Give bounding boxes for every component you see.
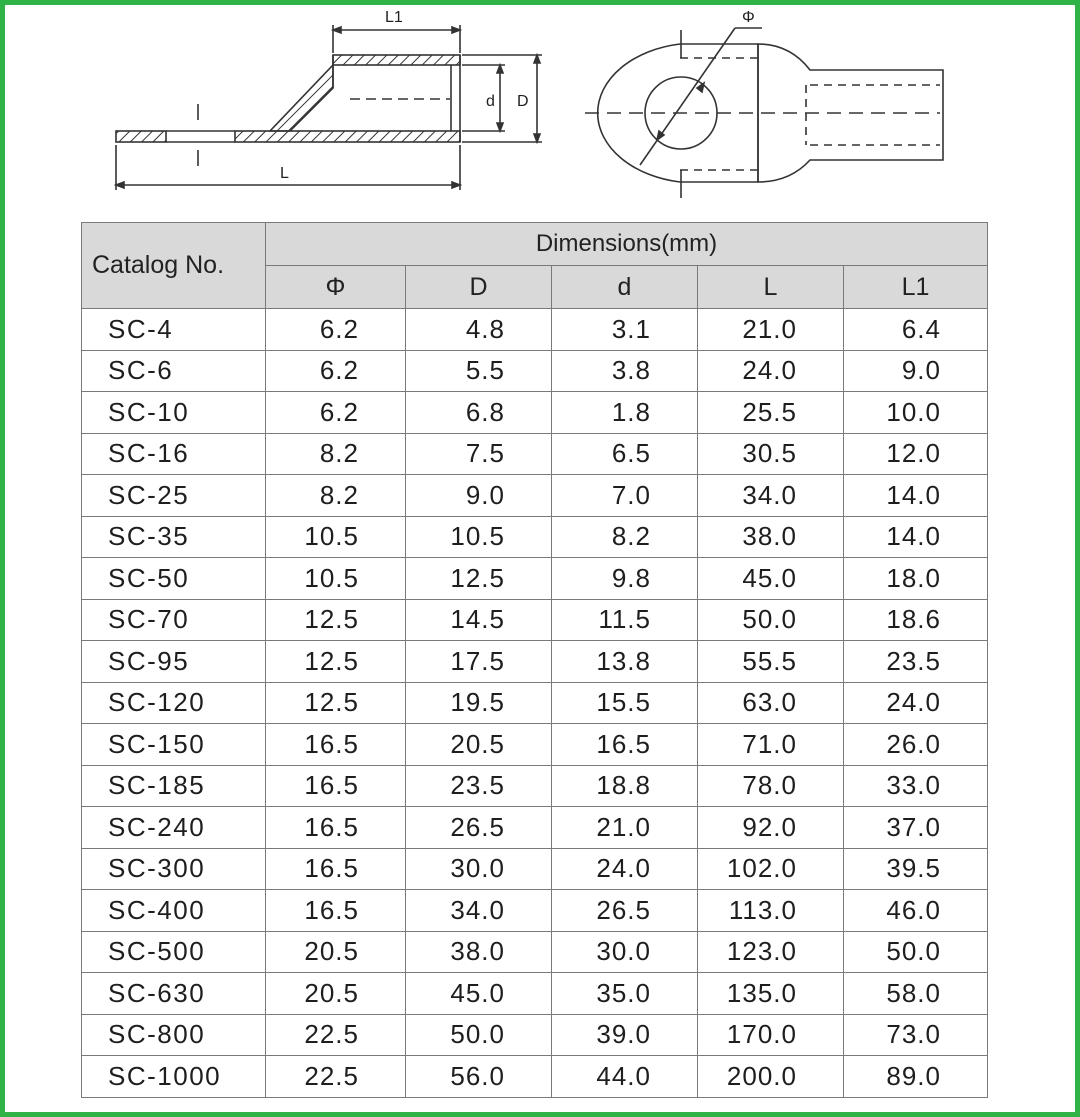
dimension-cell-D: 7.5 bbox=[406, 433, 552, 475]
dimension-cell-L1: 58.0 bbox=[844, 973, 988, 1015]
dimension-cell-phi: 16.5 bbox=[266, 848, 406, 890]
table-row bbox=[82, 807, 988, 849]
dimension-cell-L: 45.0 bbox=[698, 558, 844, 600]
catalog-number-cell: SC-50 bbox=[82, 558, 266, 600]
dimension-cell-D: 5.5 bbox=[406, 350, 552, 392]
dimension-cell-L1: 10.0 bbox=[844, 392, 988, 434]
dimension-cell-L1: 50.0 bbox=[844, 931, 988, 973]
dimension-cell-phi: 10.5 bbox=[266, 558, 406, 600]
table-row bbox=[82, 1056, 988, 1098]
dimension-cell-phi: 16.5 bbox=[266, 724, 406, 766]
dimension-cell-L: 92.0 bbox=[698, 807, 844, 849]
dimension-cell-d: 3.8 bbox=[552, 350, 698, 392]
dimension-cell-L: 63.0 bbox=[698, 682, 844, 724]
dimension-cell-L1: 14.0 bbox=[844, 516, 988, 558]
catalog-number-cell: SC-10 bbox=[82, 392, 266, 434]
dimension-cell-d: 11.5 bbox=[552, 599, 698, 641]
catalog-number-cell: SC-400 bbox=[82, 890, 266, 932]
dimension-cell-L1: 14.0 bbox=[844, 475, 988, 517]
dimension-cell-L1: 24.0 bbox=[844, 682, 988, 724]
dimension-cell-phi: 6.2 bbox=[266, 309, 406, 351]
dimension-cell-D: 17.5 bbox=[406, 641, 552, 683]
table-row bbox=[82, 724, 988, 766]
column-header-L1: L1 bbox=[844, 266, 988, 309]
dimension-cell-L: 50.0 bbox=[698, 599, 844, 641]
dimension-cell-D: 12.5 bbox=[406, 558, 552, 600]
dimension-cell-d: 18.8 bbox=[552, 765, 698, 807]
dimension-cell-L1: 18.0 bbox=[844, 558, 988, 600]
dim-label-L1: L1 bbox=[385, 9, 403, 26]
dimension-cell-phi: 16.5 bbox=[266, 807, 406, 849]
dimension-cell-d: 7.0 bbox=[552, 475, 698, 517]
dimension-cell-d: 30.0 bbox=[552, 931, 698, 973]
table-row bbox=[82, 1014, 988, 1056]
dimension-cell-L: 21.0 bbox=[698, 309, 844, 351]
dimension-cell-L1: 73.0 bbox=[844, 1014, 988, 1056]
catalog-number-cell: SC-500 bbox=[82, 931, 266, 973]
dimension-cell-L: 71.0 bbox=[698, 724, 844, 766]
catalog-number-cell: SC-4 bbox=[82, 309, 266, 351]
table-row bbox=[82, 309, 988, 351]
dimension-cell-L: 123.0 bbox=[698, 931, 844, 973]
catalog-number-cell: SC-6 bbox=[82, 350, 266, 392]
dimension-cell-phi: 6.2 bbox=[266, 392, 406, 434]
dimension-cell-L: 38.0 bbox=[698, 516, 844, 558]
dimension-cell-d: 39.0 bbox=[552, 1014, 698, 1056]
dimension-cell-d: 21.0 bbox=[552, 807, 698, 849]
dimension-cell-d: 9.8 bbox=[552, 558, 698, 600]
dimension-cell-D: 20.5 bbox=[406, 724, 552, 766]
dimension-cell-phi: 22.5 bbox=[266, 1056, 406, 1098]
dimension-cell-d: 3.1 bbox=[552, 309, 698, 351]
dimension-cell-D: 4.8 bbox=[406, 309, 552, 351]
table-row bbox=[82, 848, 988, 890]
catalog-number-cell: SC-120 bbox=[82, 682, 266, 724]
dim-label-d: d bbox=[486, 93, 495, 110]
column-header-D: D bbox=[406, 266, 552, 309]
column-header-d: d bbox=[552, 266, 698, 309]
dimension-cell-L: 25.5 bbox=[698, 392, 844, 434]
side-view bbox=[116, 25, 542, 190]
table-row bbox=[82, 765, 988, 807]
column-header-phi: Φ bbox=[266, 266, 406, 309]
dimension-cell-phi: 20.5 bbox=[266, 931, 406, 973]
dimension-cell-L: 113.0 bbox=[698, 890, 844, 932]
dimensions-table bbox=[81, 222, 988, 1098]
table-row bbox=[82, 433, 988, 475]
dimension-cell-L: 170.0 bbox=[698, 1014, 844, 1056]
dimension-cell-D: 9.0 bbox=[406, 475, 552, 517]
catalog-number-cell: SC-70 bbox=[82, 599, 266, 641]
table-body bbox=[82, 309, 988, 1098]
table-row bbox=[82, 558, 988, 600]
catalog-number-cell: SC-35 bbox=[82, 516, 266, 558]
dimension-cell-D: 10.5 bbox=[406, 516, 552, 558]
dimension-cell-L1: 39.5 bbox=[844, 848, 988, 890]
dimension-cell-D: 34.0 bbox=[406, 890, 552, 932]
dimension-cell-L1: 26.0 bbox=[844, 724, 988, 766]
dimension-cell-d: 8.2 bbox=[552, 516, 698, 558]
table-row bbox=[82, 641, 988, 683]
dimension-cell-phi: 8.2 bbox=[266, 475, 406, 517]
dimension-cell-D: 14.5 bbox=[406, 599, 552, 641]
dimension-cell-L1: 12.0 bbox=[844, 433, 988, 475]
dimension-cell-phi: 6.2 bbox=[266, 350, 406, 392]
table-row bbox=[82, 931, 988, 973]
dim-label-phi: Φ bbox=[742, 9, 755, 26]
dimension-cell-L: 135.0 bbox=[698, 973, 844, 1015]
dimension-cell-L: 30.5 bbox=[698, 433, 844, 475]
dimension-cell-phi: 12.5 bbox=[266, 599, 406, 641]
table-row bbox=[82, 682, 988, 724]
dimension-cell-D: 45.0 bbox=[406, 973, 552, 1015]
dimension-cell-L: 55.5 bbox=[698, 641, 844, 683]
dimension-cell-L: 102.0 bbox=[698, 848, 844, 890]
catalog-number-cell: SC-95 bbox=[82, 641, 266, 683]
table-row bbox=[82, 973, 988, 1015]
dimension-cell-d: 16.5 bbox=[552, 724, 698, 766]
dimension-cell-L: 78.0 bbox=[698, 765, 844, 807]
dimension-cell-phi: 10.5 bbox=[266, 516, 406, 558]
dimension-cell-d: 44.0 bbox=[552, 1056, 698, 1098]
dimension-cell-D: 30.0 bbox=[406, 848, 552, 890]
dimension-cell-d: 6.5 bbox=[552, 433, 698, 475]
dimension-cell-D: 50.0 bbox=[406, 1014, 552, 1056]
dimension-cell-D: 23.5 bbox=[406, 765, 552, 807]
catalog-number-cell: SC-25 bbox=[82, 475, 266, 517]
catalog-number-cell: SC-300 bbox=[82, 848, 266, 890]
dimension-cell-L: 24.0 bbox=[698, 350, 844, 392]
dimension-cell-L1: 18.6 bbox=[844, 599, 988, 641]
dimension-cell-d: 26.5 bbox=[552, 890, 698, 932]
dimension-cell-phi: 16.5 bbox=[266, 765, 406, 807]
dimension-cell-L1: 33.0 bbox=[844, 765, 988, 807]
catalog-number-cell: SC-240 bbox=[82, 807, 266, 849]
lug-dimension-diagram bbox=[0, 0, 1080, 215]
dimension-cell-L1: 23.5 bbox=[844, 641, 988, 683]
dimension-cell-L1: 89.0 bbox=[844, 1056, 988, 1098]
catalog-number-cell: SC-630 bbox=[82, 973, 266, 1015]
dimension-cell-d: 1.8 bbox=[552, 392, 698, 434]
dimension-cell-L1: 37.0 bbox=[844, 807, 988, 849]
top-view bbox=[585, 28, 943, 198]
catalog-number-cell: SC-185 bbox=[82, 765, 266, 807]
dim-label-L: L bbox=[280, 165, 289, 182]
table-row bbox=[82, 516, 988, 558]
dimension-cell-phi: 20.5 bbox=[266, 973, 406, 1015]
table-row bbox=[82, 890, 988, 932]
dimension-cell-D: 56.0 bbox=[406, 1056, 552, 1098]
dimension-cell-phi: 12.5 bbox=[266, 641, 406, 683]
dimension-cell-phi: 12.5 bbox=[266, 682, 406, 724]
column-header-L: L bbox=[698, 266, 844, 309]
dimension-cell-phi: 16.5 bbox=[266, 890, 406, 932]
dimension-cell-L1: 46.0 bbox=[844, 890, 988, 932]
dimension-cell-D: 26.5 bbox=[406, 807, 552, 849]
dimensions-header: Dimensions(mm) bbox=[266, 223, 988, 266]
table-row bbox=[82, 350, 988, 392]
dimension-cell-D: 38.0 bbox=[406, 931, 552, 973]
dimension-cell-D: 19.5 bbox=[406, 682, 552, 724]
dimension-cell-D: 6.8 bbox=[406, 392, 552, 434]
catalog-number-cell: SC-150 bbox=[82, 724, 266, 766]
dimension-cell-d: 13.8 bbox=[552, 641, 698, 683]
dim-label-D: D bbox=[517, 93, 529, 110]
dimension-cell-L1: 6.4 bbox=[844, 309, 988, 351]
dimension-cell-L: 34.0 bbox=[698, 475, 844, 517]
dimension-cell-phi: 22.5 bbox=[266, 1014, 406, 1056]
dimension-cell-phi: 8.2 bbox=[266, 433, 406, 475]
table-row bbox=[82, 599, 988, 641]
dimension-cell-d: 15.5 bbox=[552, 682, 698, 724]
catalog-number-cell: SC-800 bbox=[82, 1014, 266, 1056]
table-row bbox=[82, 475, 988, 517]
table-row bbox=[82, 392, 988, 434]
dimension-cell-d: 35.0 bbox=[552, 973, 698, 1015]
dimension-cell-L1: 9.0 bbox=[844, 350, 988, 392]
dimension-cell-d: 24.0 bbox=[552, 848, 698, 890]
catalog-header: Catalog No. bbox=[82, 223, 266, 309]
dimension-cell-L: 200.0 bbox=[698, 1056, 844, 1098]
catalog-number-cell: SC-16 bbox=[82, 433, 266, 475]
catalog-number-cell: SC-1000 bbox=[82, 1056, 266, 1098]
